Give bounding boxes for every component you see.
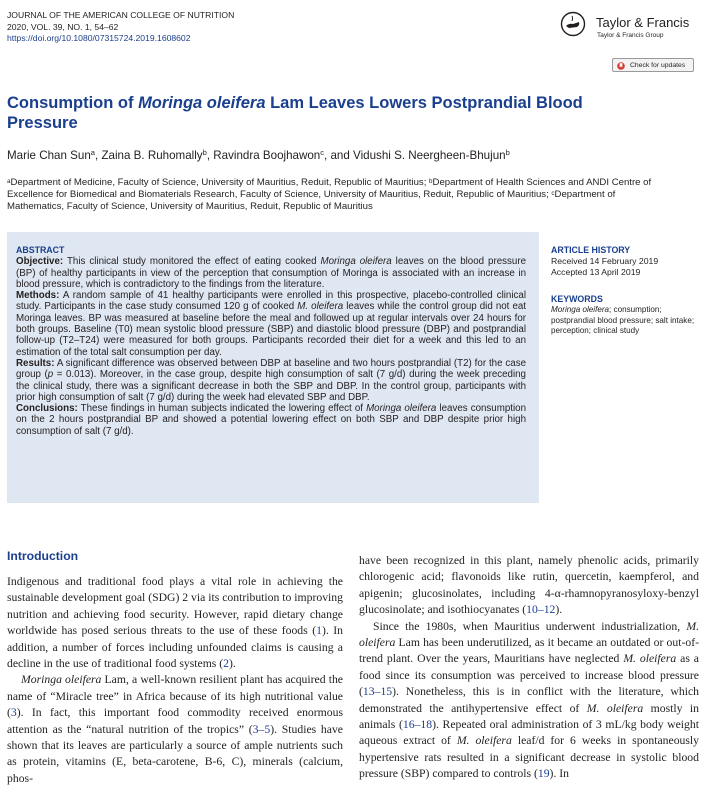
citation-link[interactable]: 3–5 bbox=[252, 722, 271, 736]
accepted-date: Accepted 13 April 2019 bbox=[551, 267, 641, 278]
author[interactable]: Vidushi S. Neergheen-Bhujun$^b$ bbox=[353, 148, 510, 162]
abstract-results: Results: A significant difference was observed between DBP at baseline and two hours postprandial (T2) for the case group (p = 0.013). Moreover, in the case group, despite high consumption of salt (7 g/d) during the week preceding the clinical study, there was a significant decrease in both the SBP and DBP. In the control group, participants with prior high consumption of salt (7 g/d) during the week had elevated SBP and DBP. bbox=[16, 357, 526, 403]
intro-paragraph: Moringa oleifera Lam, a well-known resilient plant has acquired the name of “Miracle tree” in Africa because of its high nutritional value (3). In fact, this important food commodity received enormous attention as the “natural nutrition of the tropics” (3–5). Studies have shown that its leaves are particularly a source of ample nutrients such as protein, vitamins (E, beta-carotene, B-6, C), minerals (calcium, phos- bbox=[7, 673, 343, 785]
citation-link[interactable]: 3 bbox=[10, 706, 17, 720]
keywords-list: Moringa oleifera; consumption; postprandial blood pressure; salt intake; perception; clinical study bbox=[551, 304, 695, 336]
taylor-francis-lamp-icon bbox=[560, 11, 586, 37]
author[interactable]: Marie Chan Sun$^a$ bbox=[7, 148, 95, 162]
abstract bbox=[16, 245, 526, 437]
check-for-updates-button[interactable] bbox=[612, 58, 694, 72]
body-column-right bbox=[359, 553, 699, 783]
history-heading: ARTICLE HISTORY bbox=[551, 245, 631, 255]
intro-paragraph: have been recognized in this plant, namely phenolic acids, primarily chlorogenic acid; flavonoids like rutin, quercetin, kaempferol, and apigenin; glucosinolates, including 4-α-rhamnopyranosyloxy-benzyl glucosinolate; and isothiocyanates (10–12). bbox=[359, 554, 699, 617]
affiliations: $^a$Department of Medicine, Faculty of Science, University of Mauritius, Reduit, Republic of Mauritius; $^b$Department of Health Sciences and ANDI Centre of Excellence for Biomedical and Biomaterials Research, Faculty of Science, University of Mauritius, Reduit, Republic of Mauritius; $^c$Department of Mathematics, Faculty of Science, University of Mauritius, Reduit, Republic of Mauritius bbox=[7, 177, 652, 213]
citation-link[interactable]: 16–18 bbox=[402, 718, 433, 732]
intro-paragraph: Since the 1980s, when Mauritius underwent industrialization, M. oleifera Lam has been underutilized, as it became an outdated or out-of-trend plant. Over the years, Mauritians have neglected M. oleifera as a food since its consumption was perceived to increase blood pressure (13–15). Nonetheless, this is in conflict with the literature, which demonstrated the antihypertensive effect of M. oleifera mostly in animals (16–18). Repeated oral administration of 3 mL/kg body weight aqueous extract of M. oleifera leaf/d for 6 weeks in spontaneously hypertensive rats resulted in a significant decrease in systolic blood pressure (SBP) compared to controls (19). In bbox=[359, 619, 700, 781]
article-sidebar bbox=[551, 245, 699, 337]
citation-link[interactable]: 10–12 bbox=[526, 603, 556, 617]
journal-volume: 2020, VOL. 39, NO. 1, 54–62 bbox=[7, 21, 119, 32]
abstract-conclusions: Conclusions: These findings in human subjects indicated the lowering effect of Moringa oleifera leaves consumption on the 2 hours postprandial BP and showed a potential lowering effect on both SBP and DBP despite prior high consumption of salt (7 g/d). bbox=[16, 403, 526, 437]
publisher-sub: Taylor & Francis Group bbox=[597, 32, 664, 39]
doi-link[interactable]: https://doi.org/10.1080/07315724.2019.1608602 bbox=[7, 33, 191, 43]
crossmark-icon bbox=[617, 62, 625, 70]
citation-link[interactable]: 19 bbox=[537, 767, 550, 781]
introduction-heading: Introduction bbox=[7, 549, 79, 563]
citation-link[interactable]: 13–15 bbox=[362, 685, 393, 699]
citation-link[interactable]: 1 bbox=[316, 624, 322, 638]
intro-paragraph: Indigenous and traditional food plays a vital role in achieving the sustainable development goal (SDG) 2 via its contribution to improving nutrition and achieving food security. However, rapid dietary change worldwide has posed serious threats to the use of these foods (1). In addition, a number of forces including unfounded claims is causing a decline in the use of traditional food systems (2). bbox=[7, 575, 343, 671]
journal-header bbox=[7, 10, 234, 45]
abstract-objective: Objective: This clinical study monitored the effect of eating cooked Moringa oleifera leaves on the blood pressure (BP) of healthy participants in view of the perception that consumption of Moringa is associated with an increase in blood pressure, which is contradictory to the findings from the literature. bbox=[16, 256, 526, 290]
keywords-heading: KEYWORDS bbox=[551, 293, 603, 304]
received-date: Received 14 February 2019 bbox=[551, 256, 659, 267]
article-title: Consumption of Moringa oleifera Lam Leaves Lowers Postprandial Blood Pressure bbox=[7, 94, 583, 132]
title-species: Moringa oleifera bbox=[138, 94, 266, 112]
publisher-logo bbox=[560, 11, 700, 43]
author-list: Marie Chan Sun$^a$, Zaina B. Ruhomally$^b$, Ravindra Boojhawon$^c$, and Vidushi S. Neergheen-Bhujun$^b$ bbox=[7, 148, 510, 162]
citation-link[interactable]: 2 bbox=[223, 657, 230, 671]
author[interactable]: Zaina B. Ruhomally$^b$ bbox=[101, 148, 207, 162]
journal-name: JOURNAL OF THE AMERICAN COLLEGE OF NUTRITION bbox=[7, 10, 235, 20]
body-column-left bbox=[7, 574, 343, 787]
abstract-heading: ABSTRACT bbox=[16, 245, 65, 255]
author[interactable]: Ravindra Boojhawon$^c$ bbox=[213, 148, 325, 162]
publisher-name: Taylor & Francis bbox=[596, 15, 690, 30]
abstract-methods: Methods: A random sample of 41 healthy participants were enrolled in this prospective, placebo-controlled clinical study. Participants in the case study consumed 120 g of cooked M. oleifera leaves while the control group did not eat Moringa leaves. BP was measured at baseline before the meal and followed up at regular intervals over 24 hours for both groups. Baseline (T0) mean systolic blood pressure (SBP) and diastolic blood pressure (DBP) and postprandial follow-up (T2–T24) were measured for both groups. Participants recorded their diet for a week and this led to an estimation of the total salt consumption per day. bbox=[16, 290, 526, 358]
check-for-updates-label: Check for updates bbox=[630, 62, 686, 69]
